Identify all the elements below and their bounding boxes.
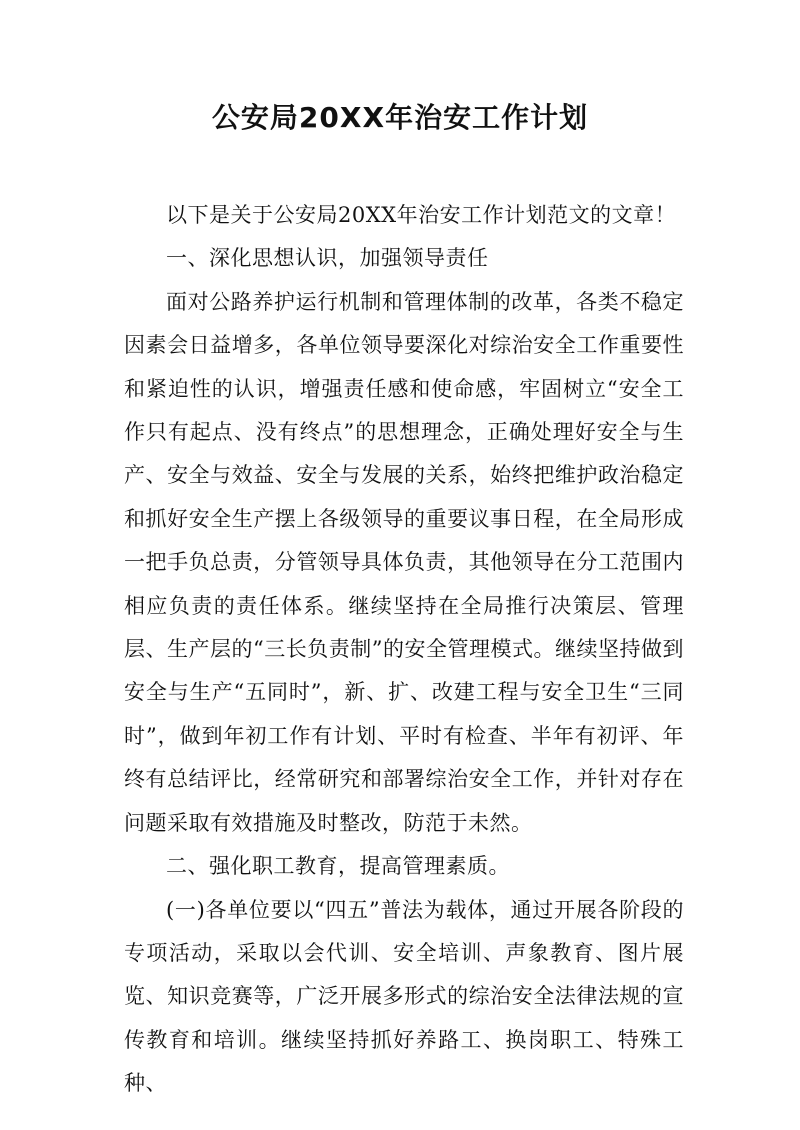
body-paragraph: 面对公路养护运行机制和管理体制的改革，各类不稳定因素会日益增多，各单位领导要深化对综治安全工作重要性和紧迫性的认识，增强责任感和使命感，牢固树立“安全工作只有起点、没有终点”的思想理念，正确处理好安全与生产、安全与效益、安全与发展的关系，始终把维护政治稳定和抓好安全生产摆上各级领导的重要议事日程，在全局形成一把手负总责，分管领导具体负责，其他领导在分工范围内相应负责的责任体系。继续坚持在全局推行决策层、管理层、生产层的“三长负责制”的安全管理模式。继续坚持做到安全与生产“五同时”，新、扩、改建工程与安全卫生“三同时”，做到年初工作有计划、平时有检查、半年有初评、年终有总结评比，经常研究和部署综治安全工作，并针对存在问题采取有效措施及时整改，防范于未然。 [124, 289, 684, 835]
body-paragraph: (一)各单位要以“四五”普法为载体，通过开展各阶段的专项活动，采取以会代训、安全培训、声象教育、图片展览、知识竞赛等，广泛开展多形式的综治安全法律法规的宣传教育和培训。继续坚持抓好养路工、换岗职工、特殊工种、 [124, 897, 684, 1096]
section-heading-2: 二、强化职工教育，提高管理素质。 [166, 854, 510, 879]
intro-paragraph: 以下是关于公安局20XX年治安工作计划范文的文章！ [166, 203, 677, 227]
document-body [124, 194, 684, 1106]
document-title: 公安局20XX年治安工作计划 [211, 101, 589, 134]
section-heading-1: 一、深化思想认识，加强领导责任 [166, 246, 489, 271]
